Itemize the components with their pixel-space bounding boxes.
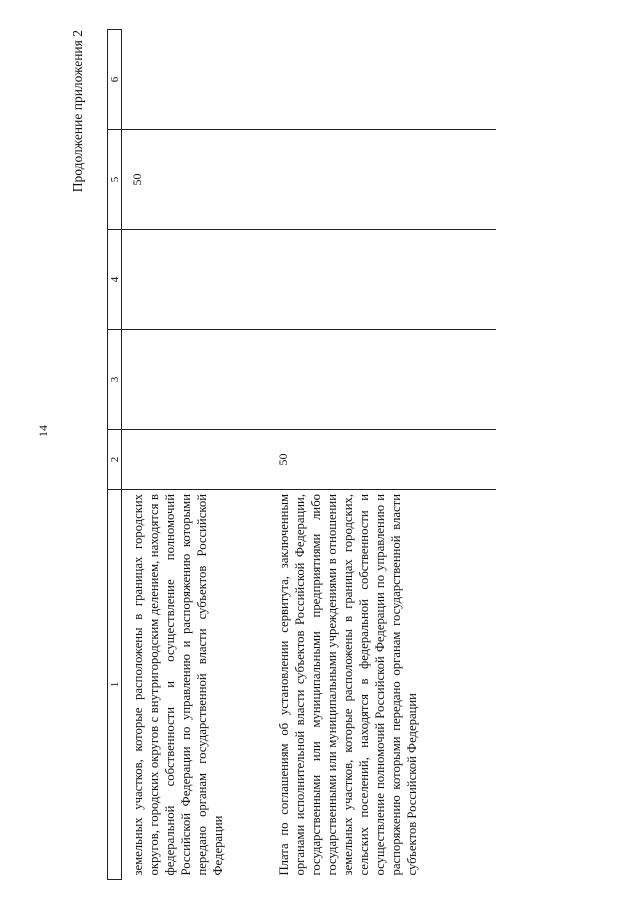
appendix-caption: Продолжение приложения 2 (70, 30, 85, 193)
row-description: Плата по соглашениям об установлении сервитута, заключенным органами исполнительной власти субъектов Российской Федерации, государственными или муниципальными предприятиями либо государственными или муниципальными учреждениями в отношении земельных участков, которые расположены в границах городских, сельских поселений, находятся в федеральной собственности и осуществление полномочий Российской Федерации по управлению и распоряжению которыми передано органам государственной власти субъектов Российской Федерации (268, 490, 496, 880)
row-value-col4 (268, 230, 496, 330)
row-description: земельных участков, которые расположены в границах городских округов, городских округов с внутригородским делением, находятся в федеральной собственности и осуществление полномочий Российской Федерации по управлению и распоряжению которыми передано органам государственной власти субъектов Российской Федерации (122, 490, 269, 880)
col-header-4: 4 (108, 230, 122, 330)
col-header-2: 2 (108, 430, 122, 490)
row-value-col5 (268, 130, 496, 230)
page-number: 14 (36, 425, 50, 437)
row-value-col4 (122, 230, 269, 330)
row-value-col3 (122, 330, 269, 430)
header-row (108, 30, 122, 880)
row-value-col2: 50 (268, 430, 496, 490)
row-value-col3 (268, 330, 496, 430)
row-value-col6 (268, 30, 496, 130)
col-header-6: 6 (108, 30, 122, 130)
row-value-col2 (122, 430, 269, 490)
table-row (268, 30, 496, 880)
col-header-3: 3 (108, 330, 122, 430)
row-value-col5: 50 (122, 130, 269, 230)
rotated-page-content (70, 30, 630, 880)
table-row (122, 30, 269, 880)
col-header-5: 5 (108, 130, 122, 230)
revenue-table (107, 29, 496, 880)
col-header-1: 1 (108, 490, 122, 880)
row-value-col6 (122, 30, 269, 130)
